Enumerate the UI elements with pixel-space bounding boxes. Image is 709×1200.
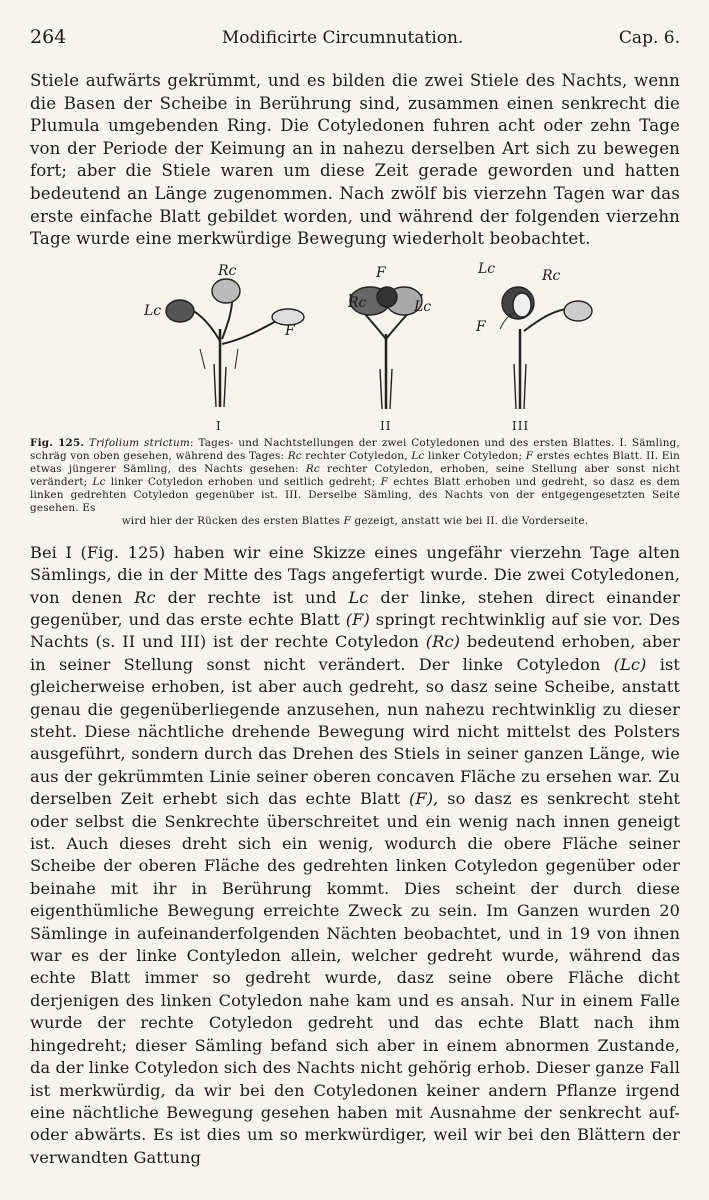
- caption-last-line: [30, 515, 680, 528]
- page: [30, 26, 680, 1185]
- roman-label-I: I: [216, 418, 222, 433]
- inline-symbol: (Rc): [425, 632, 461, 652]
- caption-symbol: Lc: [411, 449, 425, 462]
- paragraph-text: springt rechtwinklig auf sie vor. Des Nachts (s. II und III) ist der rechte Cotyledon: [30, 609, 680, 652]
- caption-text: erstes echtes Blatt. II. Ein etwas jüngerer Sämling, des Nachts gesehen:: [30, 449, 680, 475]
- paragraph-1: Stiele aufwärts gekrümmt, und es bilden die zwei Stiele des Nachts, wenn die Basen der Scheibe in Berührung sind, zusammen einen senkrecht die Plumula umgebenden Ring. Die Cotyledonen fuhren acht oder zehn Tage von der Periode der Keimung an in nahezu derselben Art sich zu bewegen fort; aber die Stiele waren um diese Zeit gerade geworden und hatten bedeutend an Länge zugenommen. Nach zwölf bis vierzehn Tagen war das erste einfache Blatt gebildet worden, und während der folgenden vierzehn Tage wurde eine merkwürdige Bewegung wiederholt beobachtet.: [30, 71, 680, 249]
- caption-text: : Tages- und Nachtstellungen der zwei Cotyledonen und des ersten Blattes. I. Sämling, schräg von oben gesehen, während des Tages:: [30, 436, 680, 462]
- running-title: Modificirte Circumnutation.: [221, 28, 464, 48]
- caption-species: Trifolium strictum: [88, 436, 190, 449]
- fig2-f-label: F: [376, 264, 386, 281]
- caption-text: echtes Blatt erhoben und gedreht, so dasz es dem linken gedrehten Cotyledon gegenüber ist. III. Derselbe Sämling, des Nachts von der entgegengesetzten Seite gesehen. Es: [30, 475, 680, 514]
- paragraph-text: Bei I (Fig. 125) haben wir eine Skizze eines ungefähr vierzehn Tage alten Sämlings, die in der Mitte des Tags angefertigt wurde. Die zwei Cotyledonen, von denen: [30, 542, 680, 607]
- chapter-label: Cap. 6.: [618, 28, 680, 48]
- roman-label-II: II: [380, 418, 392, 433]
- paragraph-text: ist gleicherweise erhoben, ist aber auch gedreht, so dasz seine Scheibe, anstatt genau die gegenüberliegende anzusehen, nun nahezu rechtwinklig zu dieser steht. Diese nächtliche drehende Bewegung wird nicht mittelst des Polsters ausgeführt, sondern durch das Drehen des Stiels in seiner ganzen Länge, wie aus der gekrümmten Linie seiner oberen concaven Fläche zu ersehen war. Zu derselben Zeit erhebt sich das echte Blatt: [30, 654, 680, 809]
- caption-symbol: F: [343, 514, 352, 527]
- caption-symbol: Rc: [287, 449, 302, 462]
- paragraph-text: der linke, stehen direct einander gegenüber, und das erste echte Blatt: [30, 587, 680, 629]
- fig1-rc-label: Rc: [218, 262, 237, 279]
- caption-symbol: F: [525, 449, 534, 462]
- fig2-rc-label: Rc: [348, 294, 367, 311]
- inline-symbol: Lc: [348, 587, 369, 607]
- caption-figure-number: Fig. 125.: [30, 436, 85, 449]
- inline-symbol: (F),: [408, 789, 439, 809]
- caption-symbol: Rc: [305, 462, 320, 475]
- paragraph-text: bedeutend erhoben, aber in seiner Stellung sonst nicht verändert. Der linke Cotyledon: [30, 632, 680, 674]
- page-number: 264: [30, 26, 67, 48]
- seedling-III-drawing: [500, 287, 592, 409]
- caption-text: linker Cotyledon erhoben und seitlich gedreht;: [105, 475, 381, 488]
- roman-label-III: III: [512, 418, 530, 433]
- fig3-f-label: F: [476, 318, 486, 335]
- paragraph-text: so dasz es senkrecht steht oder selbst die Senkrechte überschreitet und ein wenig nach innen geneigt ist. Auch dieses dreht sich ein wenig, wodurch die obere Fläche seiner Scheibe der oberen Fläche des gedrehten linken Cotyledon gegenüber oder beinahe mit ihr in Berührung kommt. Dies scheint der durch diese eigenthümliche Bewegung erreichte Zweck zu sein. Im Ganzen wurden 20 Sämlinge in aufeinanderfolgenden Nächten beobachtet, und in 19 von ihnen war es der linke Contyledon allein, welcher gedreht wurde, während das echte Blatt immer so gedreht wurde, dasz seine obere Fläche dicht derjenigen des linken Cotyledon nahe kam und es ansah. Nur in einem Falle wurde der rechte Cotyledon gedreht und das echte Blatt nach ihm hingedreht; dieser Sämling befand sich aber in einem abnormen Zustande, da der linke Cotyledon sich des Nachts nicht gehörig erhob. Dieser ganze Fall ist merkwürdig, da wir bei den Cotyledonen keiner andern Pflanze irgend eine nächtliche Bewegung gesehen haben mit Ausnahme der senkrecht auf- oder abwärts. Es ist dies um so merkwürdiger, weil wir bei den Blättern der verwandten Gattung: [30, 789, 680, 1167]
- caption-text: wird hier der Rücken des ersten Blattes: [121, 514, 344, 527]
- caption-symbol: F: [380, 475, 389, 488]
- seedling-I-drawing: [166, 279, 304, 407]
- seedling-illustrations: [30, 269, 680, 435]
- figure-caption: [30, 437, 680, 528]
- fig3-lc-label: Lc: [478, 260, 496, 277]
- inline-symbol: (F): [345, 609, 370, 629]
- fig2-lc-label: Lc: [414, 298, 432, 315]
- paragraph-text: der rechte ist und: [155, 587, 349, 607]
- figure-125: [30, 260, 680, 435]
- inline-symbol: (Lc): [613, 654, 647, 674]
- fig1-lc-label: Lc: [144, 302, 162, 319]
- caption-text: linker Cotyledon;: [424, 449, 526, 462]
- caption-text: rechter Cotyledon, erhoben, seine Stellung aber sonst nicht verändert;: [30, 462, 680, 488]
- running-header: [30, 26, 680, 56]
- caption-text: rechter Cotyledon,: [301, 449, 412, 462]
- fig1-f-label: F: [285, 322, 295, 339]
- fig3-rc-label: Rc: [542, 267, 561, 284]
- caption-symbol: Lc: [92, 475, 106, 488]
- paragraph-2: [30, 542, 680, 1169]
- caption-text: gezeigt, anstatt wie bei II. die Vorderseite.: [351, 514, 589, 527]
- inline-symbol: Rc: [134, 587, 156, 607]
